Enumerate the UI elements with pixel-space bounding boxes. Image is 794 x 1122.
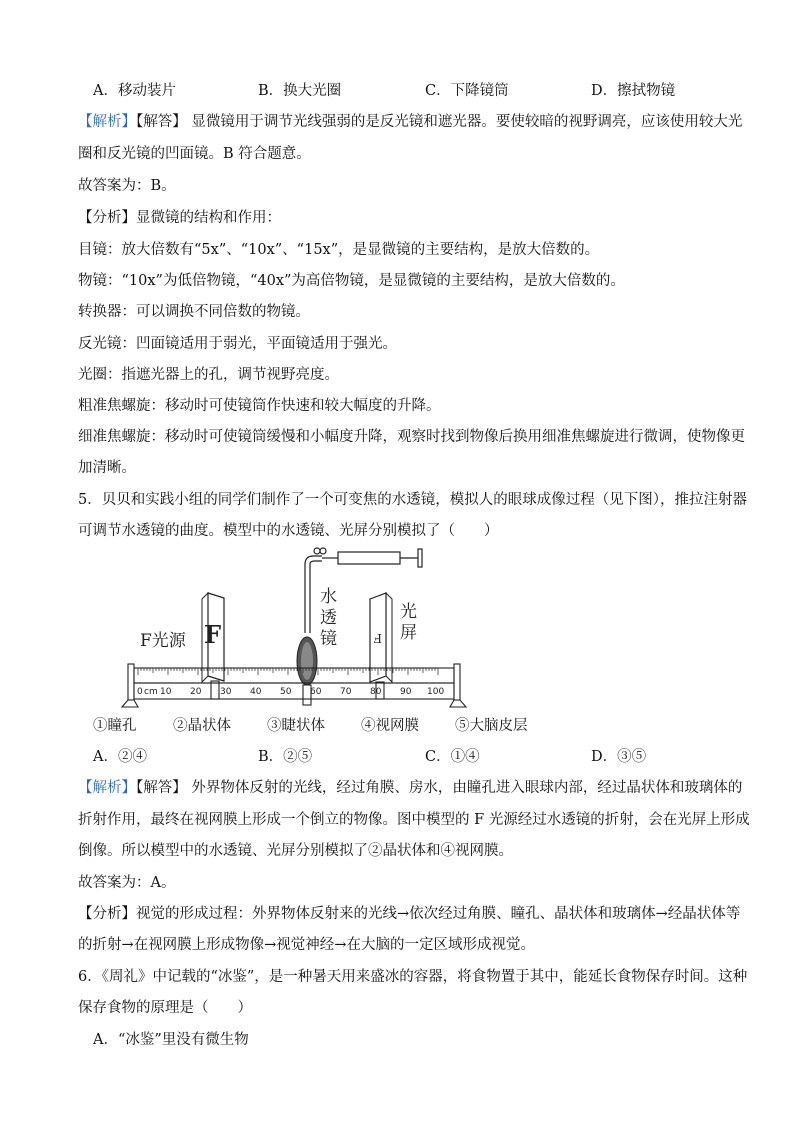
q5-options <box>93 747 733 767</box>
q5-item-1: ①瞳孔 <box>93 718 137 734</box>
q4-analysis-line1 <box>78 112 742 132</box>
ruler-label-40: 40 <box>250 687 262 697</box>
q5-stem-line1: 5．贝贝和实践小组的同学们制作了一个可变焦的水透镜，模拟人的眼球成像过程（见下图），推拉注射器 <box>78 492 747 508</box>
q5-analysis-line1 <box>78 778 742 798</box>
q4-answer: 故答案为：B。 <box>78 178 176 194</box>
ruler-label-cm: cm <box>144 687 158 697</box>
q5-item-5: ⑤大脑皮层 <box>455 718 528 734</box>
q5-option-a: A．②④ <box>93 749 147 765</box>
ruler-label-80: 80 <box>370 687 382 697</box>
q5-items <box>93 716 733 736</box>
q4-option-a: A．移动装片 <box>93 83 176 99</box>
q5-option-d: D．③⑤ <box>591 749 647 765</box>
q5-fenxi-line1: 【分析】视觉的形成过程：外界物体反射来的光线→依次经过角膜、瞳孔、晶状体和玻璃体→经晶状体等 <box>78 906 741 922</box>
ruler-label-50: 50 <box>280 687 292 697</box>
analysis-tag: 【解析】 <box>78 114 136 130</box>
ruler-label-10: 10 <box>160 687 172 697</box>
q5-item-2: ②晶状体 <box>173 718 231 734</box>
q5-fenxi-line2: 的折射→在视网膜上形成物像→视觉神经→在大脑的一定区域形成视觉。 <box>78 937 535 953</box>
ruler-label-60: 60 <box>310 687 322 697</box>
q5-analysis-line2: 折射作用，最终在视网膜上形成一个倒立的物像。图中模型的 F 光源经过水透镜的折射，会在光屏上形成 <box>78 812 750 828</box>
q4-analysis-text: 【解答】 显微镜用于调节光线强弱的是反光镜和遮光器。要使较暗的视野调亮，应该使用较大光 <box>136 114 743 130</box>
q4-options <box>93 81 733 101</box>
q4-fenxi-line: 光圈：指遮光器上的孔，调节视野亮度。 <box>78 367 339 383</box>
label-screen-char1: 光 <box>400 602 417 622</box>
ruler-label-90: 90 <box>400 687 412 697</box>
label-lens-char3: 镜 <box>320 629 337 649</box>
q5-item-4: ④视网膜 <box>361 718 419 734</box>
q5-analysis-line3: 倒像。所以模型中的水透镜、光屏分别模拟了②晶状体和④视网膜。 <box>78 843 513 859</box>
q6-option-a: A．“冰鉴”里没有微生物 <box>93 1032 249 1048</box>
label-lens-char2: 透 <box>320 608 337 628</box>
q5-item-3: ③睫状体 <box>267 718 325 734</box>
label-lens-char1: 水 <box>320 587 337 607</box>
ruler-ticks <box>138 668 438 675</box>
q4-fenxi-line: 粗准焦螺旋：移动时可使镜筒作快速和较大幅度的升降。 <box>78 398 441 414</box>
q4-fenxi-line: 转换器：可以调换不同倍数的物镜。 <box>78 304 310 320</box>
ruler-label-30: 30 <box>220 687 232 697</box>
ruler-label-70: 70 <box>340 687 352 697</box>
ruler-label-20: 20 <box>190 687 202 697</box>
q6-stem-line2: 保存食物的原理是（ ） <box>78 1000 252 1016</box>
q4-fenxi-title: 【分析】显微镜的结构和作用： <box>78 210 281 226</box>
q4-analysis-line2: 圈和反光镜的凹面镜。B 符合题意。 <box>78 146 311 162</box>
label-f-light-source: F光源 <box>140 631 186 651</box>
ruler-label-100: 100 <box>427 687 445 697</box>
q4-option-c: C．下降镜筒 <box>425 83 509 99</box>
q5-analysis-text: 【解答】 外界物体反射的光线，经过角膜、房水，由瞳孔进入眼球内部，经过晶状体和玻璃体的 <box>136 780 743 796</box>
q5-stem-line2: 可调节水透镜的曲度。模型中的水透镜、光屏分别模拟了（ ） <box>78 523 499 539</box>
q6-stem-line1: 6．《周礼》中记载的“冰鉴”，是一种暑天用来盛冰的容器，将食物置于其中，能延长食物保存时间。这种 <box>78 969 748 985</box>
q5-option-b: B．②⑤ <box>258 749 313 765</box>
q4-fenxi-line: 目镜：放大倍数有“5x”、“10x”、“15x”，是显微镜的主要结构，是放大倍数的。 <box>78 242 600 258</box>
q5-option-c: C．①④ <box>425 749 480 765</box>
q4-fenxi-line: 细准焦螺旋：移动时可使镜筒缓慢和小幅度升降，观察时找到物像后换用细准焦螺旋进行微调，使物像更 <box>78 429 745 445</box>
q4-option-d: D．擦拭物镜 <box>591 83 676 99</box>
analysis-tag: 【解析】 <box>78 780 136 796</box>
ruler-label-0: 0 <box>137 687 143 697</box>
q4-fenxi-line: 加清晰。 <box>78 460 136 476</box>
q4-option-b: B．换大光圈 <box>258 83 342 99</box>
label-screen-char2: 屏 <box>400 623 417 643</box>
q4-fenxi-line: 物镜：“10x”为低倍物镜，“40x”为高倍物镜，是显微镜的主要结构，是放大倍数的。 <box>78 273 625 289</box>
inverted-f-image: F <box>373 631 382 645</box>
letter-f: F <box>204 620 222 649</box>
water-lens-figure <box>120 543 470 708</box>
q5-answer: 故答案为：A。 <box>78 875 176 891</box>
q4-fenxi-line: 反光镜：凹面镜适用于弱光，平面镜适用于强光。 <box>78 336 397 352</box>
